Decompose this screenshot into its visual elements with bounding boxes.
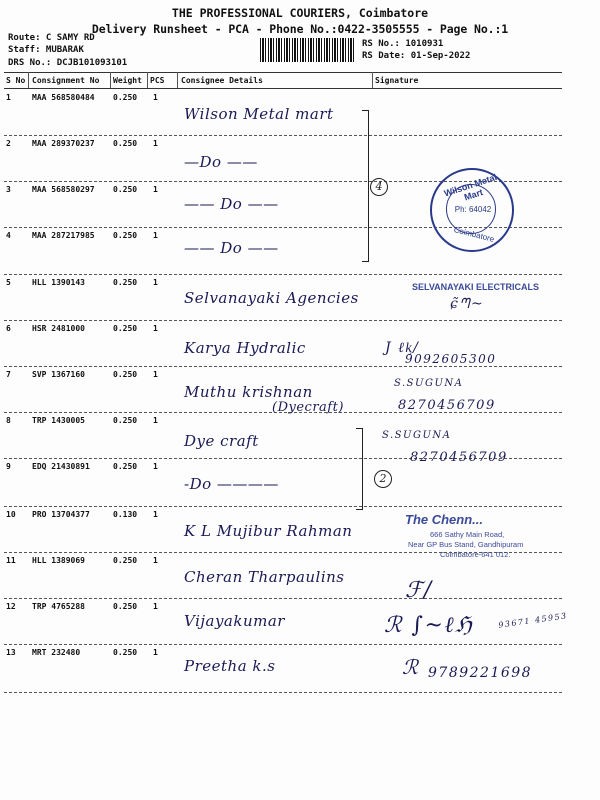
col-consignee: Consignee Details — [181, 76, 263, 85]
row-divider — [4, 644, 562, 645]
row-consignment: MAA 568580484 — [32, 93, 95, 102]
row-sno: 7 — [6, 370, 11, 379]
row-weight: 0.250 — [113, 370, 138, 379]
row-consignment: TRP 1430005 — [32, 416, 85, 425]
row-pcs: 1 — [153, 231, 158, 240]
signature-scribble: ℛ — [402, 655, 420, 679]
row7-name: S.SUGUNA — [394, 378, 464, 389]
row-consignee: Selvanayaki Agencies — [184, 289, 359, 307]
selvanayaki-stamp: SELVANAYAKI ELECTRICALS — [412, 282, 540, 292]
row-sno: 12 — [6, 602, 16, 611]
staff-label: Staff: MUBARAK — [8, 45, 84, 55]
row-divider — [4, 135, 562, 136]
col-divider — [177, 72, 178, 88]
row-sno: 5 — [6, 278, 11, 287]
row-weight: 0.250 — [113, 231, 138, 240]
stamp-name: Wilson Metal Mart — [442, 172, 499, 203]
row-consignee: K L Mujibur Rahman — [184, 522, 353, 540]
row-divider — [4, 274, 562, 275]
row13-phone: 9789221698 — [428, 665, 533, 681]
row-consignment: TRP 4765288 — [32, 602, 85, 611]
chennai-stamp-addr3: Coimbatore-641 012. — [440, 550, 511, 559]
row-consignment: MAA 568580297 — [32, 185, 95, 194]
header-top-line — [4, 72, 562, 73]
bracket-rows-8-9 — [356, 428, 363, 510]
row-weight: 0.250 — [113, 416, 138, 425]
row-consignment: SVP 1367160 — [32, 370, 85, 379]
row-sno: 6 — [6, 324, 11, 333]
row-consignee: Karya Hydralic — [184, 339, 306, 357]
row12-number: 93671 45953 — [497, 611, 569, 630]
row-consignee: -Do ———— — [184, 475, 279, 493]
row-pcs: 1 — [153, 556, 158, 565]
barcode — [260, 38, 355, 62]
company-title: THE PROFESSIONAL COURIERS, Coimbatore — [171, 6, 429, 20]
row-pcs: 1 — [153, 324, 158, 333]
row-weight: 0.250 — [113, 462, 138, 471]
row-consignment: MRT 232480 — [32, 648, 81, 657]
row-pcs: 1 — [153, 510, 158, 519]
row-sno: 2 — [6, 139, 11, 148]
wilson-metal-mart-stamp — [430, 168, 514, 252]
row-divider — [4, 598, 562, 599]
row-consignee: Vijayakumar — [184, 612, 285, 630]
col-divider — [147, 72, 148, 88]
row-pcs: 1 — [153, 370, 158, 379]
chennai-stamp-name: The Chenn... — [405, 512, 483, 527]
stamp-phone: Ph: 64042 — [454, 205, 492, 214]
runsheet-title: Delivery Runsheet - PCA - Phone No.:0422-3505555 - Page No.:1 — [91, 22, 509, 36]
row-weight: 0.250 — [113, 278, 138, 287]
row-weight: 0.250 — [113, 185, 138, 194]
col-divider — [372, 72, 373, 88]
row-weight: 0.250 — [113, 93, 138, 102]
row-consignment: HLL 1390143 — [32, 278, 85, 287]
row-consignee: —— Do —— — [184, 239, 279, 257]
row-consignment: EDQ 21430891 — [32, 462, 90, 471]
row-divider — [4, 320, 562, 321]
row-weight: 0.130 — [113, 510, 138, 519]
row-divider — [4, 366, 562, 367]
dyecraft-note: (Dyecraft) — [272, 400, 344, 415]
row-weight: 0.250 — [113, 139, 138, 148]
row-consignee: Preetha k.s — [184, 657, 276, 675]
row-pcs: 1 — [153, 278, 158, 287]
row-sno: 9 — [6, 462, 11, 471]
row-weight: 0.250 — [113, 648, 138, 657]
col-sno: S No — [6, 76, 26, 85]
signature-scribble: ɕ̃ᘉ~ — [450, 296, 485, 312]
row-consignee: —— Do —— — [184, 195, 279, 213]
chennai-stamp-addr2: Near GP Bus Stand, Gandhipuram — [408, 540, 524, 549]
row-weight: 0.250 — [113, 602, 138, 611]
row-divider — [4, 692, 562, 693]
count-circle: 2 — [374, 470, 392, 488]
row-pcs: 1 — [153, 93, 158, 102]
col-signature: Signature — [375, 76, 419, 85]
row-consignment: PRO 13704377 — [32, 510, 90, 519]
row-weight: 0.250 — [113, 556, 138, 565]
col-pcs: PCS — [150, 76, 165, 85]
row6-phone: 9092605300 — [405, 352, 497, 366]
row-sno: 10 — [6, 510, 16, 519]
row-divider — [4, 506, 562, 507]
row-sno: 4 — [6, 231, 11, 240]
row-consignment: MAA 287217985 — [32, 231, 95, 240]
row-sno: 1 — [6, 93, 11, 102]
row-consignee: —Do —— — [184, 153, 258, 171]
signature-scribble: ℱ/ — [405, 578, 433, 603]
row-consignee: Dye craft — [184, 432, 259, 450]
count-circle: 4 — [370, 178, 388, 196]
row8-name: S.SUGUNA — [382, 430, 452, 441]
col-consignment: Consignment No — [32, 76, 100, 85]
col-divider — [28, 72, 29, 88]
row-pcs: 1 — [153, 139, 158, 148]
row-sno: 13 — [6, 648, 16, 657]
signature-scribble: ℛ ∫~ℓℌ — [384, 613, 474, 638]
drs-label: DRS No.: DCJB101093101 — [8, 58, 128, 68]
row-pcs: 1 — [153, 462, 158, 471]
chennai-stamp-addr1: 666 Sathy Main Road, — [430, 530, 505, 539]
row-pcs: 1 — [153, 602, 158, 611]
row-sno: 8 — [6, 416, 11, 425]
col-divider — [110, 72, 111, 88]
header-bottom-line — [4, 88, 562, 89]
stamp-city: Coimbatore — [452, 225, 496, 244]
row-consignee: Muthu krishnan — [184, 383, 313, 401]
row-sno: 11 — [6, 556, 16, 565]
rs-date: RS Date: 01-Sep-2022 — [362, 51, 471, 61]
route-label: Route: C SAMY RD — [8, 33, 95, 43]
row8-phone: 8270456709 — [410, 450, 508, 465]
row-pcs: 1 — [153, 648, 158, 657]
row-consignee: Cheran Tharpaulins — [184, 568, 345, 586]
row7-phone: 8270456709 — [398, 398, 496, 413]
col-weight: Weight — [113, 76, 142, 85]
row-sno: 3 — [6, 185, 11, 194]
signature-scribble: J ℓᶄ/ — [385, 340, 420, 356]
rs-number: RS No.: 1010931 — [362, 39, 444, 49]
row-consignment: MAA 289370237 — [32, 139, 95, 148]
row-consignment: HSR 2481000 — [32, 324, 85, 333]
bracket-rows-1-4 — [362, 110, 369, 262]
row-pcs: 1 — [153, 185, 158, 194]
row-pcs: 1 — [153, 416, 158, 425]
row-consignment: HLL 1389069 — [32, 556, 85, 565]
row-weight: 0.250 — [113, 324, 138, 333]
row-consignee: Wilson Metal mart — [184, 105, 334, 123]
